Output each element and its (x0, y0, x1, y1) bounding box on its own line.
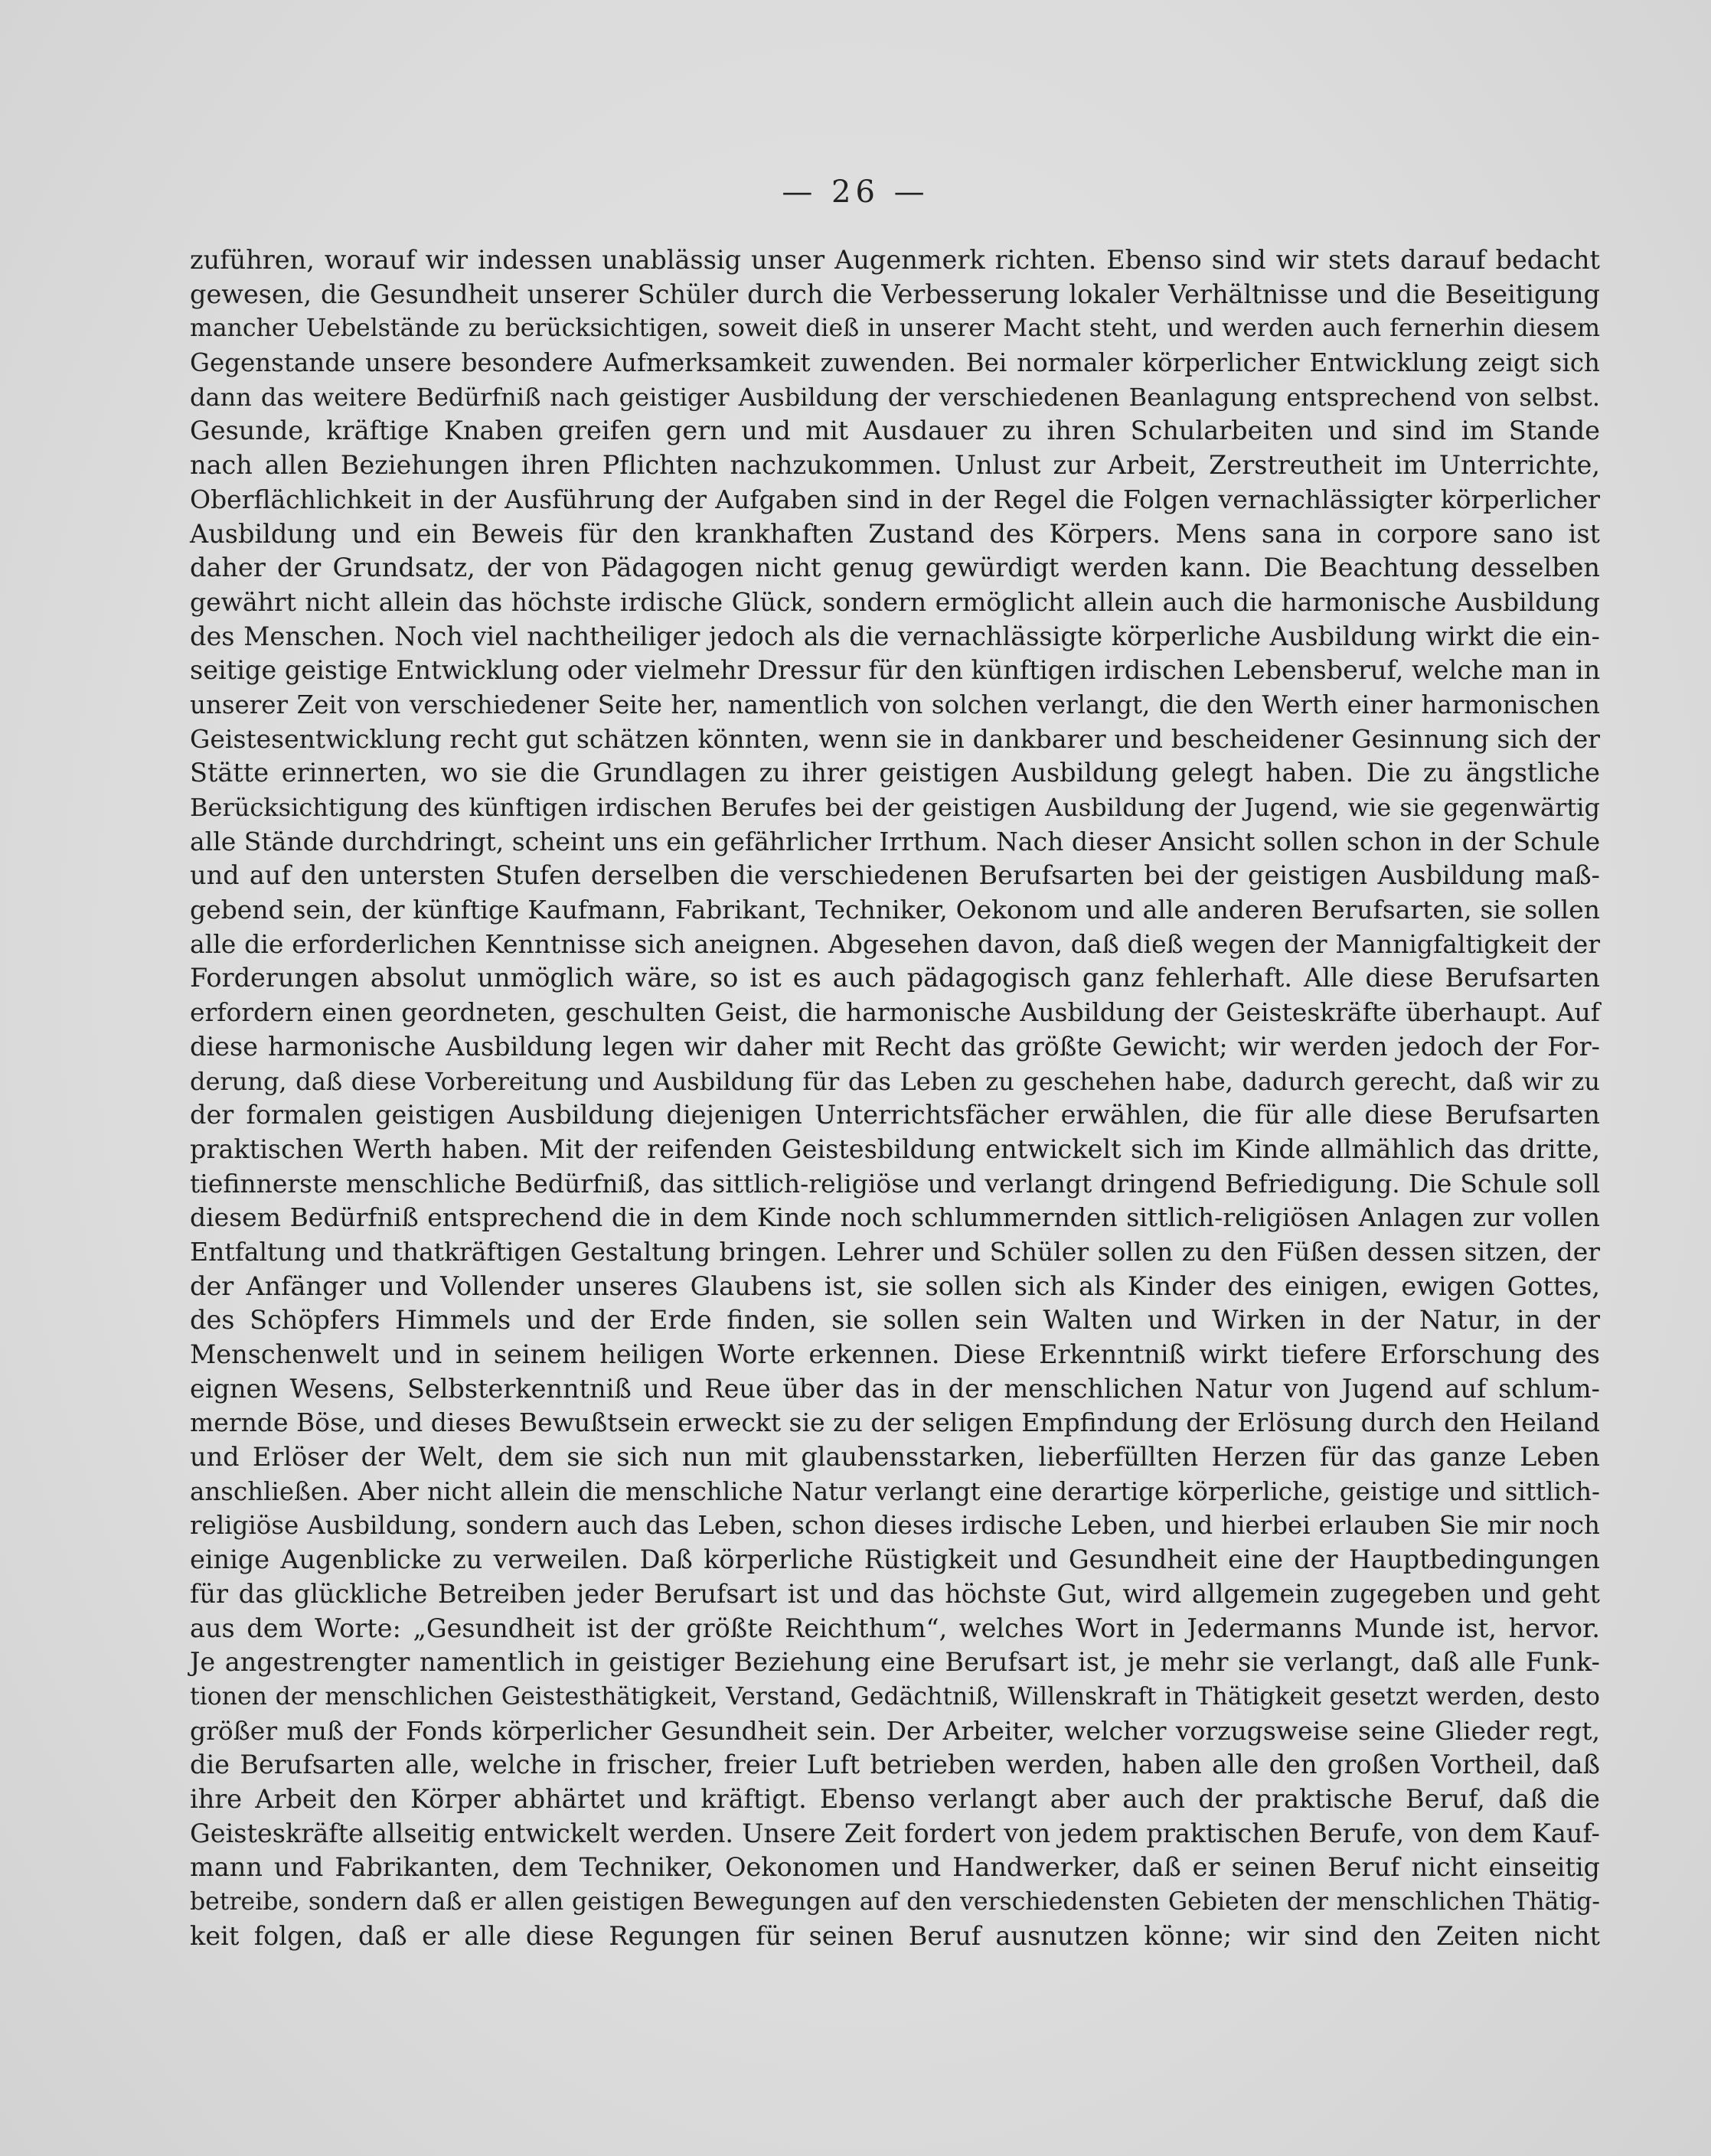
text-line: mancher Uebelstände zu berücksichtigen, soweit dieß in unserer Macht steht, und werden auch fernerhin diesem (190, 315, 1600, 343)
text-line: Forderungen absolut unmöglich wäre, so ist es auch pädagogisch ganz fehlerhaft. Alle diese Berufsarten (190, 963, 1600, 993)
text-line: anschließen. Aber nicht allein die menschliche Natur verlangt eine derartige körperliche, geistige und sittlich- (190, 1476, 1600, 1506)
text-line: seitige geistige Entwicklung oder vielmehr Dressur für den künftigen irdischen Lebensberuf, welche man in (190, 655, 1601, 686)
text-line: betreibe, sondern daß er allen geistigen Bewegungen auf den verschiedensten Gebieten der menschlichen Thätig- (190, 1888, 1600, 1916)
text-line: Oberflächlichkeit in der Ausführung der Aufgaben sind in der Regel die Folgen vernachlässigter körperlicher (190, 484, 1600, 514)
text-line: diese harmonische Ausbildung legen wir daher mit Recht das größte Gewicht; wir werden jedoch der For- (190, 1031, 1600, 1062)
text-line: mann und Fabrikanten, dem Techniker, Oekonomen und Handwerker, daß er seinen Beruf nicht einseitig (190, 1852, 1600, 1883)
text-line: tionen der menschlichen Geistesthätigkeit, Verstand, Gedächtniß, Willenskraft in Thätigkeit gesetzt werden, desto (190, 1682, 1600, 1711)
text-line: für das glückliche Betreiben jeder Berufsart ist und das höchste Gut, wird allgemein zugegeben und geht (190, 1578, 1600, 1609)
text-line: daher der Grundsatz, der von Pädagogen nicht genug gewürdigt werden kann. Die Beachtung desselben (190, 553, 1600, 583)
text-line: nach allen Beziehungen ihren Pflichten nachzukommen. Unlust zur Arbeit, Zerstreutheit im Unterrichte, (190, 450, 1600, 481)
text-line: erfordern einen geordneten, geschulten Geist, die harmonische Ausbildung der Geisteskräfte überhaupt. Auf (190, 997, 1600, 1028)
text-line: alle die erforderlichen Kenntnisse sich aneignen. Abgesehen davon, daß dieß wegen der Mannigfaltigkeit der (190, 928, 1600, 959)
text-line: und auf den untersten Stufen derselben die verschiedenen Berufsarten bei der geistigen Ausbildung maß- (190, 860, 1600, 891)
text-line: Menschenwelt und in seinem heiligen Worte erkennen. Diese Erkenntniß wirkt tiefere Erforschung des (190, 1339, 1600, 1369)
text-line: zuführen, worauf wir indessen unablässig unser Augenmerk richten. Ebenso sind wir stets darauf bedacht (190, 245, 1600, 275)
text-line: gebend sein, der künftige Kaufmann, Fabrikant, Techniker, Oekonom und alle anderen Berufsarten, sie sollen (190, 895, 1600, 925)
text-line: derung, daß diese Vorbereitung und Ausbildung für das Leben zu geschehen habe, dadurch gerecht, daß wir zu (190, 1066, 1600, 1096)
text-line: der formalen geistigen Ausbildung diejenigen Unterrichtsfächer erwählen, die für alle diese Berufsarten (190, 1100, 1600, 1130)
text-line: mernde Böse, und dieses Bewußtsein erweckt sie zu der seligen Empfindung der Erlösung durch den Heiland (190, 1407, 1600, 1438)
text-line: Entfaltung und thatkräftigen Gestaltung bringen. Lehrer und Schüler sollen zu den Füßen dessen sitzen, der (190, 1236, 1600, 1267)
text-line: Gegenstande unsere besondere Aufmerksamkeit zuwenden. Bei normaler körperlicher Entwicklung zeigt sich (190, 348, 1600, 378)
text-line: einige Augenblicke zu verweilen. Daß körperliche Rüstigkeit und Gesundheit eine der Hauptbedingungen (190, 1544, 1600, 1575)
text-line: Geisteskräfte allseitig entwickelt werden. Unsere Zeit fordert von jedem praktischen Berufe, von dem Kauf- (190, 1818, 1600, 1848)
text-line: tiefinnerste menschliche Bedürfniß, das sittlich-religiöse und verlangt dringend Befriedigung. Die Schule soll (190, 1168, 1600, 1199)
text-line: aus dem Worte: „Gesundheit ist der größte Reichthum“, welches Wort in Jedermanns Munde ist, hervor. (190, 1613, 1600, 1643)
text-line: des Schöpfers Himmels und der Erde finden, sie sollen sein Walten und Wirken in der Natur, in der (190, 1305, 1600, 1336)
text-line: Berücksichtigung des künftigen irdischen Berufes bei der geistigen Ausbildung der Jugend, wie sie gegenwärtig (190, 793, 1600, 822)
text-line: praktischen Werth haben. Mit der reifenden Geistesbildung entwickelt sich im Kinde allmählich das dritte, (190, 1133, 1600, 1164)
text-line: Gesunde, kräftige Knaben greifen gern und mit Ausdauer zu ihren Schularbeiten und sind im Stande (190, 416, 1600, 446)
text-line: religiöse Ausbildung, sondern auch das Leben, schon dieses irdische Leben, und hierbei erlauben Sie mir noch (190, 1511, 1600, 1541)
page-number: — 26 — (782, 175, 929, 210)
text-line: gewesen, die Gesundheit unserer Schüler durch die Verbesserung lokaler Verhältnisse und die Beseitigung (190, 279, 1600, 309)
text-line: Je angestrengter namentlich in geistiger Beziehung eine Berufsart ist, je mehr sie verlangt, daß alle Funk- (190, 1647, 1600, 1678)
text-line: gewährt nicht allein das höchste irdische Glück, sondern ermöglicht allein auch die harmonische Ausbildung (190, 586, 1600, 617)
text-line: Ausbildung und ein Beweis für den krankhaften Zustand des Körpers. Mens sana in corpore sano ist (190, 518, 1600, 549)
text-line: der Anfänger und Vollender unseres Glaubens ist, sie sollen sich als Kinder des einigen, ewigen Gottes, (190, 1270, 1600, 1301)
text-line: eignen Wesens, Selbsterkenntniß und Reue über das in der menschlichen Natur von Jugend auf schlum- (190, 1373, 1600, 1404)
text-line: ihre Arbeit den Körper abhärtet und kräftigt. Ebenso verlangt aber auch der praktische Beruf, daß die (190, 1783, 1600, 1814)
text-line: alle Stände durchdringt, scheint uns ein gefährlicher Irrthum. Nach dieser Ansicht sollen schon in der Schule (190, 826, 1601, 856)
text-line: Geistesentwicklung recht gut schätzen könnten, wenn sie in dankbarer und bescheidener Gesinnung sich der (190, 723, 1600, 754)
text-line: keit folgen, daß er alle diese Regungen für seinen Beruf ausnutzen könne; wir sind den Zeiten nicht (190, 1920, 1600, 1951)
text-line: des Menschen. Noch viel nachtheiliger jedoch als die vernachlässigte körperliche Ausbildung wirkt die ein- (190, 621, 1600, 651)
body-text (190, 243, 1600, 1953)
text-line: und Erlöser der Welt, dem sie sich nun mit glaubensstarken, lieberfüllten Herzen für das ganze Leben (190, 1442, 1600, 1473)
text-line: diesem Bedürfniß entsprechend die in dem Kinde noch schlummernden sittlich-religiösen Anlagen zur vollen (190, 1202, 1600, 1233)
text-line: dann das weitere Bedürfniß nach geistiger Ausbildung der verschiedenen Beanlagung entsprechend von selbst. (190, 382, 1600, 412)
text-line: unserer Zeit von verschiedener Seite her, namentlich von solchen verlangt, die den Werth einer harmonischen (190, 690, 1600, 719)
text-line: Stätte erinnerten, wo sie die Grundlagen zu ihrer geistigen Ausbildung gelegt haben. Die zu ängstliche (190, 758, 1600, 788)
text-line: größer muß der Fonds körperlicher Gesundheit sein. Der Arbeiter, welcher vorzugsweise seine Glieder regt, (190, 1715, 1600, 1746)
text-line: die Berufsarten alle, welche in frischer, freier Luft betrieben werden, haben alle den großen Vortheil, daß (190, 1750, 1600, 1780)
